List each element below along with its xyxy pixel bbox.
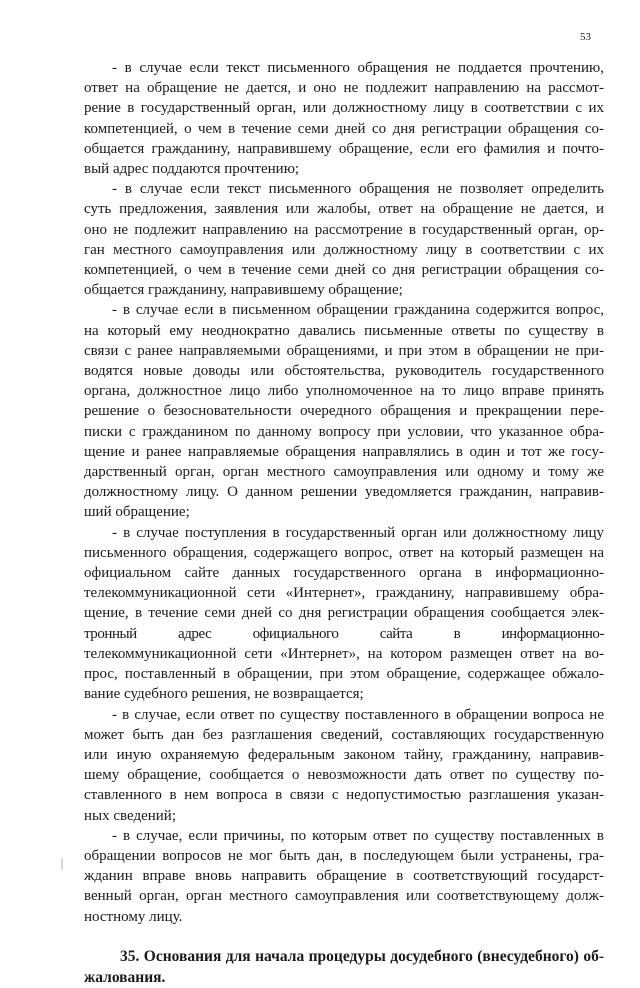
text-line: вание судебного решения, не возвращается; bbox=[84, 686, 364, 703]
text-line: телекоммуникационной сети «Интернет», на котором размещен ответ на во- bbox=[84, 645, 604, 662]
text-line: оно не подлежит направлению на рассмотрение в государственный орган, ор- bbox=[84, 221, 604, 238]
scan-mark bbox=[61, 858, 63, 870]
text-line: на который ему неоднократно давались письменные ответы по существу в bbox=[84, 322, 604, 339]
text-line: ший обращение; bbox=[84, 504, 190, 521]
text-line: обращении вопросов не мог быть дан, в последующем были устранены, гра- bbox=[84, 847, 604, 864]
text-line: связи с ранее направляемыми обращениями, и при этом в обращении не при- bbox=[84, 342, 604, 359]
text-line: - в случае если текст письменного обращения не позволяет определить bbox=[112, 181, 604, 198]
text-line: жданин вправе вновь направить обращение в соответствующий государст- bbox=[84, 868, 604, 885]
document-body bbox=[84, 58, 604, 988]
text-line: может быть дан без разглашения сведений, составляющих государственную bbox=[84, 726, 604, 743]
text-line: суть предложения, заявления или жалобы, ответ на обращение не дается, и bbox=[84, 201, 604, 218]
text-line: шему обращение, сообщается о невозможности дать ответ по существу по- bbox=[84, 767, 604, 784]
text-line: общается гражданину, направившему обращение; bbox=[84, 282, 403, 299]
paragraph-repeated-question bbox=[84, 300, 604, 522]
text-line: - в случае если в письменном обращении гражданина содержится вопрос, bbox=[112, 302, 604, 319]
text-line: рение в государственный орган, или должностному лицу в соответствии с их bbox=[84, 100, 604, 117]
text-line: венный орган, орган местного самоуправления или соответствующему долж- bbox=[84, 888, 604, 905]
text-line: решение о безосновательности очередного обращения и прекращении пере- bbox=[84, 403, 604, 420]
paragraph-reasons-eliminated bbox=[84, 826, 604, 927]
text-line: письменного обращения, содержащего вопрос, ответ на который размещен на bbox=[84, 544, 604, 561]
text-line: ответ на обращение не дается, и оно не подлежит направлению на рассмот- bbox=[84, 80, 604, 97]
heading-line: 35. Основания для начала процедуры досудебного (внесудебного) об- bbox=[120, 947, 604, 965]
paragraph-state-secret bbox=[84, 705, 604, 826]
heading-line: жалования. bbox=[84, 968, 166, 986]
text-line: компетенцией, о чем в течение семи дней со дня регистрации обращения со- bbox=[84, 120, 604, 137]
text-line: вый адрес поддаются прочтению; bbox=[84, 161, 300, 178]
text-line: ностному лицу. bbox=[84, 908, 183, 925]
text-line: - в случае поступления в государственный орган или должностному лицу bbox=[112, 524, 604, 541]
text-line: прос, поставленный в обращении, при этом обращение, содержащее обжало- bbox=[84, 666, 604, 683]
text-line: официальном сайте данных государственного органа в информационно- bbox=[84, 565, 604, 582]
text-line: общается гражданину, направившему обращение, если его фамилия и почто- bbox=[84, 140, 604, 157]
paragraph-unreadable-text bbox=[84, 58, 604, 179]
section-heading bbox=[84, 946, 604, 988]
paragraph-answer-on-website bbox=[84, 523, 604, 705]
text-line: ган местного самоуправления или должностному лицу в соответствии с их bbox=[84, 241, 604, 258]
text-line: телекоммуникационной сети «Интернет», гражданину, направившему обра- bbox=[84, 585, 604, 602]
text-line: писки с гражданином по данному вопросу при условии, что указанное обра- bbox=[84, 423, 604, 440]
text-line: или иную охраняемую федеральным законом тайну, гражданину, направив- bbox=[84, 746, 604, 763]
text-line: ставленного в нем вопроса в связи с недопустимостью разглашения указан- bbox=[84, 787, 604, 804]
text-line: - в случае если текст письменного обращения не поддается прочтению, bbox=[112, 60, 604, 76]
text-line: органа, должностное лицо либо уполномоченное на то лицо вправе принять bbox=[84, 383, 604, 400]
text-line: водятся новые доводы или обстоятельства, руководитель государственного bbox=[84, 363, 604, 380]
text-line: - в случае, если причины, по которым ответ по существу поставленных в bbox=[112, 827, 604, 844]
text-line: - в случае, если ответ по существу поставленного в обращении вопроса не bbox=[112, 706, 604, 723]
text-line: щение и ранее направляемые обращения направлялись в один и тот же госу- bbox=[84, 443, 604, 460]
text-line: щение, в течение семи дней со дня регистрации обращения сообщается элек- bbox=[84, 605, 604, 622]
text-line: компетенцией, о чем в течение семи дней со дня регистрации обращения со- bbox=[84, 262, 604, 279]
page-number: 53 bbox=[580, 31, 591, 43]
paragraph-undefined-essence bbox=[84, 179, 604, 300]
text-line: тронный адрес официального сайта в информационно- bbox=[84, 625, 604, 642]
text-line: должностному лицу. О данном решении уведомляется гражданин, направив- bbox=[84, 484, 604, 501]
text-line: дарственный орган, орган местного самоуправления или одному и тому же bbox=[84, 464, 604, 481]
text-line: ных сведений; bbox=[84, 807, 177, 824]
